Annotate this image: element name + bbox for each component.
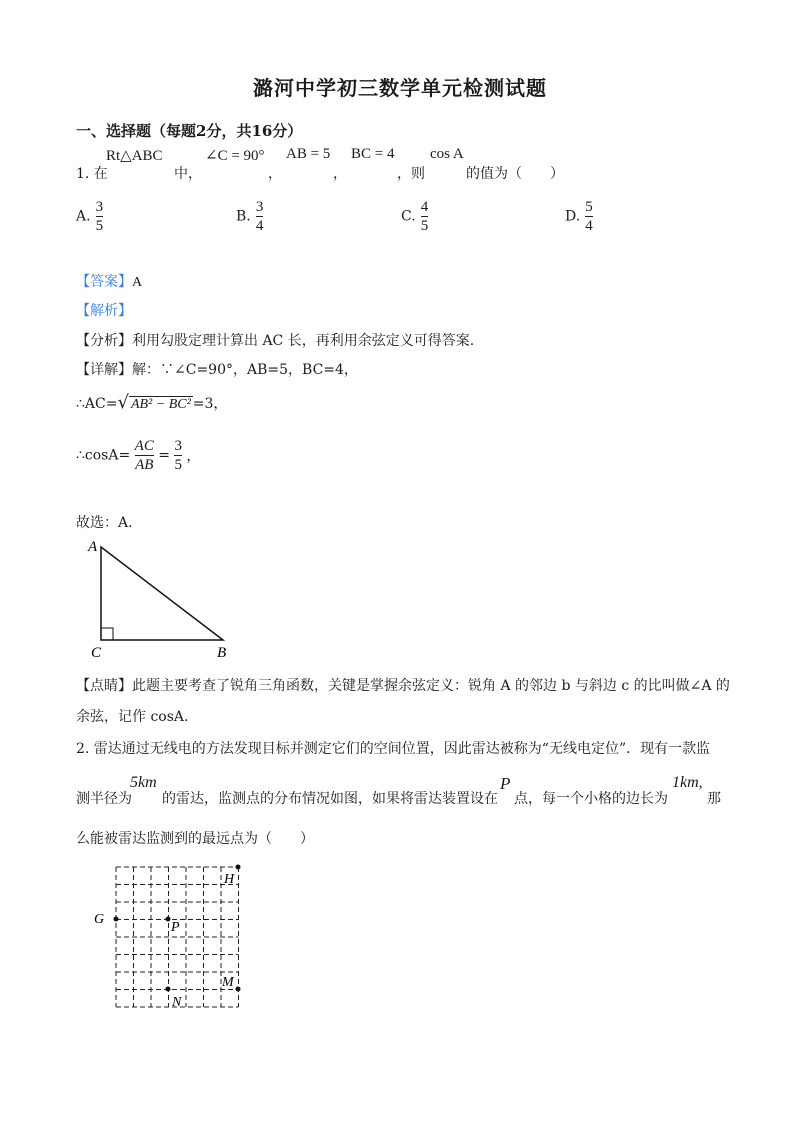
option-label: D.: [565, 208, 581, 225]
insight-line-1: 【点睛】此题主要考查了锐角三角函数，关键是掌握余弦定义：锐角 A 的邻边 b 与斜边 c 的比叫做∠A 的: [76, 678, 730, 694]
frac-den: 5: [95, 218, 104, 234]
q1-cond-angle: ∠C = 90°: [205, 148, 265, 164]
q1-comma: ，: [333, 166, 347, 182]
point-g-dot: [114, 917, 119, 922]
point-m-dot: [236, 987, 241, 992]
option-label: B.: [236, 208, 251, 225]
q1-text: ，则: [397, 166, 425, 182]
option-label: A.: [76, 208, 91, 225]
answer-value: A: [132, 275, 143, 290]
point-p-dot: [166, 917, 171, 922]
frac-den: 4: [255, 218, 264, 234]
vertex-label-b: B: [217, 645, 227, 661]
q2-unit: 1km,: [672, 774, 703, 791]
solution-line: [76, 359, 358, 379]
point-label-g: G: [94, 912, 105, 927]
q1-triangle: Rt△ABC: [106, 148, 163, 164]
point-h-dot: [236, 865, 241, 870]
dashed-grid: [116, 867, 239, 1007]
step-suffix: =3，: [192, 396, 228, 412]
step-cos: [76, 437, 200, 474]
answer-tag: 【答案】: [76, 274, 132, 290]
frac-den: 4: [585, 218, 593, 234]
q1-number: 1. 在: [76, 166, 108, 182]
section-heading: 一、选择题（每题2分，共16分）: [76, 122, 303, 140]
option-a[interactable]: [76, 198, 103, 235]
solution-tag: 【详解】: [76, 362, 132, 378]
analysis-text: 【分析】利用勾股定理计算出 AC 长，再利用余弦定义可得答案.: [76, 333, 475, 349]
solution-text: 解：∵∠C=90°，AB=5，BC=4，: [132, 362, 358, 378]
point-n-dot: [166, 987, 171, 992]
choose-line: 故选：A.: [76, 515, 133, 531]
step-suffix: ，: [186, 448, 201, 465]
q2-text: 测半径为: [76, 791, 132, 807]
frac-den: AB: [135, 457, 154, 473]
point-label-n: N: [172, 995, 182, 1010]
equals: =: [158, 447, 171, 464]
insight-line-2: 余弦，记作 cosA.: [76, 709, 189, 725]
q2-radius: 5km: [130, 774, 157, 791]
frac-num: AC: [134, 438, 154, 454]
triangle-figure: [80, 535, 250, 665]
sqrt-expression: AB² − BC²: [130, 397, 191, 412]
frac-den: 5: [420, 218, 429, 234]
frac-num: 3: [95, 199, 104, 215]
q1-cond-bc: BC = 4: [351, 146, 395, 162]
vertex-label-c: C: [91, 645, 102, 661]
point-label-p: P: [171, 920, 180, 935]
point-label-h: H: [224, 872, 235, 887]
q1-cond-ab: AB = 5: [286, 146, 331, 162]
step-prefix: ∴AC=: [76, 396, 118, 412]
q2-line-3: 么能被雷达监测到的最远点为（ ）: [76, 831, 314, 847]
option-d[interactable]: [565, 198, 593, 235]
page-title: 潞河中学初三数学单元检测试题: [253, 76, 547, 100]
analysis-tag: 【解析】: [76, 303, 132, 319]
radar-grid-figure: [88, 855, 268, 1020]
point-label-m: M: [222, 975, 234, 990]
q2-text: 点，每一个小格的边长为: [514, 791, 668, 807]
option-b[interactable]: [236, 198, 263, 235]
right-angle-mark: [101, 628, 113, 640]
frac-num: 3: [174, 438, 182, 454]
q1-text: 中，: [174, 166, 202, 182]
frac-num: 3: [255, 199, 264, 215]
q1-comma: ，: [268, 166, 282, 182]
frac-num: 5: [585, 199, 593, 215]
q2-text: 那: [707, 791, 721, 807]
vertex-label-a: A: [88, 539, 98, 555]
q2-point-p: P: [500, 774, 511, 793]
option-c[interactable]: [401, 198, 428, 235]
step-ac: ∴AC=√ AB² − BC² =3，: [76, 392, 228, 413]
step-prefix: ∴cosA=: [76, 447, 131, 464]
answer-line: [76, 271, 142, 291]
frac-num: 4: [420, 199, 429, 215]
q1-text: 的值为（ ）: [466, 166, 564, 182]
frac-den: 5: [174, 457, 182, 473]
q2-line-1: 2. 雷达通过无线电的方法发现目标并测定它们的空间位置，因此雷达被称为“无线电定位”．现有一款监: [76, 741, 711, 757]
q1-cos-a: cos A: [430, 146, 464, 162]
option-label: C.: [401, 208, 416, 225]
q2-text: 的雷达，监测点的分布情况如图，如果将雷达装置设在: [162, 791, 498, 807]
triangle-shape: [101, 547, 223, 640]
